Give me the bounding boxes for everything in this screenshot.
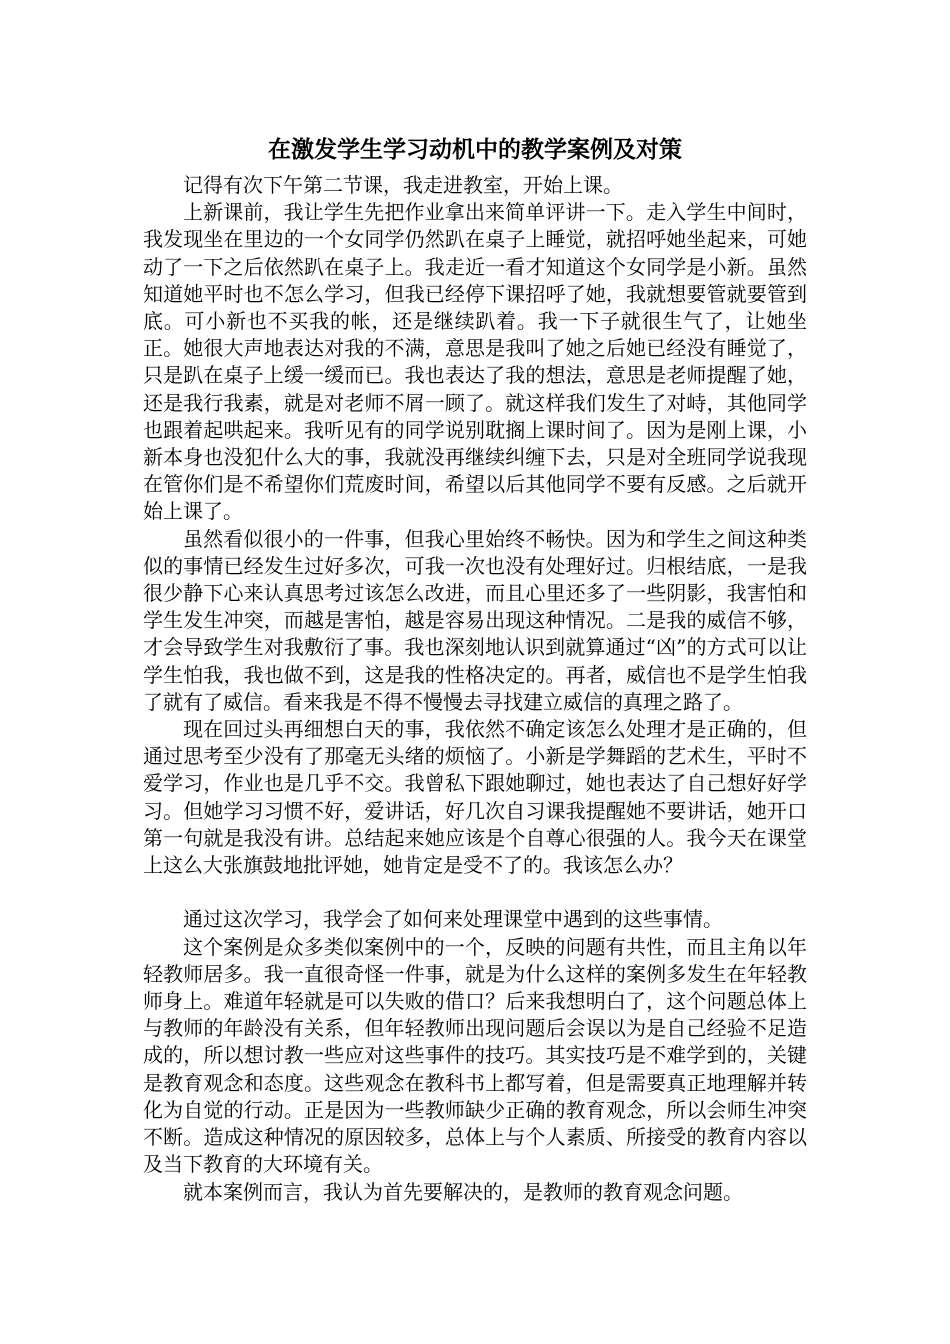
paragraph-1: 记得有次下午第二节课，我走进教室，开始上课。 [183,173,623,197]
document-body [143,172,807,1206]
document-title: 在激发学生学习动机中的教学案例及对策 [268,136,682,163]
paragraph-5: 通过这次学习，我学会了如何来处理课堂中遇到的这些事情。 [183,907,723,932]
paragraph-3: 虽然看似很小的一件事，但我心里始终不畅快。因为和学生之间这种类似的事情已经发生过好多次，可我一次也没有处理好过。归根结底，一是我很少静下心来认真思考过该怎么改进，而且心里还多了一些阴影，我害怕和学生发生冲突，而越是害怕，越是容易出现这种情况。二是我的威信不够，才会导致学生对我敷衍了事。我也深刻地认识到就算通过“凶”的方式可以让学生怕我，我也做不到，这是我的性格决定的。再者，威信也不是学生怕我了就有了威信。看来我是不得不慢慢去寻找建立威信的真理之路了。 [143,526,807,714]
paragraph-6: 这个案例是众多类似案例中的一个，反映的问题有共性，而且主角以年轻教师居多。我一直很奇怪一件事，就是为什么这样的案例多发生在年轻教师身上。难道年轻就是可以失败的借口？后来我想明白了，这个问题总体上与教师的年龄没有关系，但年轻教师出现问题后会误以为是自己经验不足造成的，所以想讨教一些应对这些事件的技巧。其实技巧是不难学到的，关键是教育观念和态度。这些观念在教科书上都写着，但是需要真正地理解并转化为自觉的行动。正是因为一些教师缺少正确的教育观念，所以会师生冲突不断。造成这种情况的原因较多，总体上与个人素质、所接受的教育内容以及当下教育的大环境有关。 [143,934,807,1177]
paragraph-2: 上新课前，我让学生先把作业拿出来简单评讲一下。走入学生中间时，我发现坐在里边的一个女同学仍然趴在桌子上睡觉，就招呼她坐起来，可她动了一下之后依然趴在桌子上。我走近一看才知道这个女同学是小新。虽然知道她平时也不怎么学习，但我已经停下课招呼了她，我就想要管就要管到底。可小新也不买我的帐，还是继续趴着。我一下子就很生气了，让她坐正。她很大声地表达对我的不满，意思是我叫了她之后她已经没有睡觉了，只是趴在桌子上缓一缓而已。我也表达了我的想法，意思是老师提醒了她，还是我行我素，就是对老师不屑一顾了。就这样我们发生了对峙，其他同学也跟着起哄起来。我听见有的同学说别耽搁上课时间了。因为是刚上课，小新本身也没犯什么大的事，我就没再继续纠缠下去，只是对全班同学说我现在管你们是不希望你们荒废时间，希望以后其他同学不要有反感。之后就开始上课了。 [143,200,807,524]
blank-line [143,879,807,906]
paragraph-4: 现在回过头再细想白天的事，我依然不确定该怎么处理才是正确的，但通过思考至少没有了那毫无头绪的烦恼了。小新是学舞蹈的艺术生，平时不爱学习，作业也是几乎不交。我曾私下跟她聊过，她也表达了自己想好好学习。但她学习习惯不好，爱讲话，好几次自习课我提醒她不要讲话，她开口第一句就是我没有讲。总结起来她应该是个自尊心很强的人。我今天在课堂上这么大张旗鼓地批评她，她肯定是受不了的。我该怎么办？ [143,717,807,878]
paragraph-7: 就本案例而言，我认为首先要解决的，是教师的教育观念问题。 [183,1179,743,1204]
